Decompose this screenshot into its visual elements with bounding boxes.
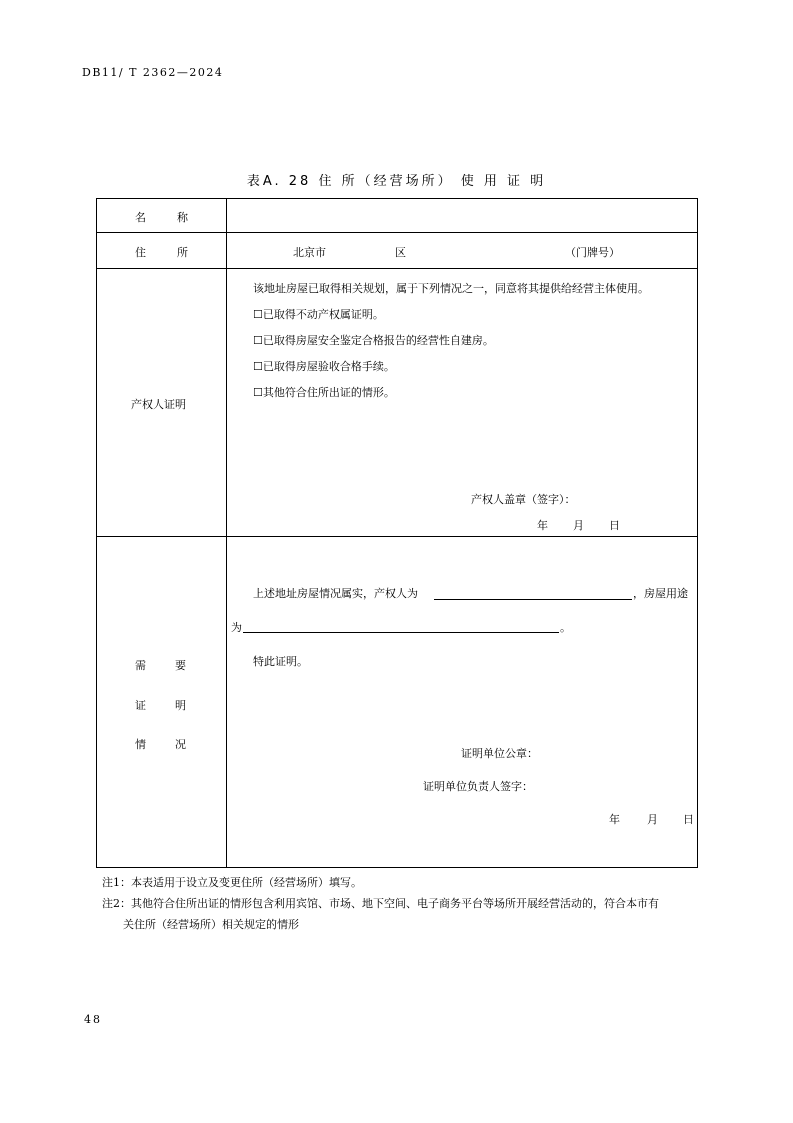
- cert-unit-seal-label: 证明单位公章：: [461, 747, 538, 760]
- owner-name-blank[interactable]: [434, 599, 632, 600]
- address-label-b: 所: [177, 246, 188, 259]
- name-field[interactable]: [227, 199, 697, 232]
- name-label-a: 名: [135, 211, 146, 224]
- owner-option-4[interactable]: ☐其他符合住所出证的情形。: [253, 386, 395, 399]
- note-1: 注1：本表适用于设立及变更住所（经营场所）填写。: [102, 876, 362, 889]
- address-door-number: （门牌号）: [565, 246, 620, 259]
- name-row: [97, 199, 697, 233]
- cert-line1-suffix: ，房屋用途: [633, 587, 688, 600]
- certification-row: [97, 537, 697, 867]
- cert-unit-signer-label: 证明单位负责人签字：: [423, 780, 533, 793]
- owner-intro-text: 该地址房屋已取得相关规划，属于下列情况之一，同意将其提供给经营主体使用。: [253, 282, 649, 295]
- owner-proof-label-cell: [97, 269, 227, 536]
- note-2-continued: 关住所（经营场所）相关规定的情形: [123, 918, 299, 931]
- cert-date-year: 年: [609, 813, 620, 826]
- cert-label-2b: 明: [175, 699, 186, 712]
- cert-label-3b: 况: [175, 738, 186, 751]
- house-usage-blank[interactable]: [243, 632, 559, 633]
- certification-content: [227, 537, 697, 867]
- cert-line1-prefix: 上述地址房屋情况属实，产权人为: [253, 587, 418, 600]
- address-row: [97, 233, 697, 269]
- table-title: 表A. 28 住 所（经营场所） 使 用 证 明: [246, 174, 547, 189]
- cert-label-1b: 要: [175, 659, 186, 672]
- address-label-a: 住: [135, 246, 146, 259]
- page-number: 48: [84, 1013, 102, 1026]
- note-2: 注2：其他符合住所出证的情形包含利用宾馆、市场、地下空间、电子商务平台等场所开展经营活动的，符合本市有: [102, 897, 659, 910]
- cert-special-text: 特此证明。: [253, 655, 308, 668]
- owner-option-1[interactable]: ☐已取得不动产权属证明。: [253, 308, 384, 321]
- owner-proof-content: [227, 269, 697, 536]
- cert-line2-prefix: 为: [231, 621, 242, 634]
- address-district: 区: [395, 246, 406, 259]
- cert-label-2a: 证: [135, 699, 146, 712]
- owner-date-day: 日: [609, 519, 620, 532]
- standard-code: DB11/ T 2362—2024: [82, 66, 224, 79]
- cert-label-3a: 情: [135, 738, 146, 751]
- cert-label-1a: 需: [135, 659, 146, 672]
- owner-option-3[interactable]: ☐已取得房屋验收合格手续。: [253, 360, 395, 373]
- name-label-b: 称: [177, 211, 188, 224]
- address-label-cell: [97, 233, 227, 268]
- address-field[interactable]: [227, 233, 697, 268]
- owner-date-year: 年: [537, 519, 548, 532]
- address-city: 北京市: [293, 246, 326, 259]
- owner-seal-label: 产权人盖章（签字）：: [471, 493, 576, 506]
- cert-date-day: 日: [683, 813, 694, 826]
- certificate-form: [96, 198, 698, 868]
- owner-option-2[interactable]: ☐已取得房屋安全鉴定合格报告的经营性自建房。: [253, 334, 494, 347]
- owner-proof-row: [97, 269, 697, 537]
- owner-proof-label: 产权人证明: [131, 398, 186, 411]
- certification-label-cell: [97, 537, 227, 867]
- cert-line2-suffix: 。: [560, 621, 571, 634]
- owner-date-month: 月: [573, 519, 584, 532]
- name-label-cell: [97, 199, 227, 232]
- cert-date-month: 月: [647, 813, 658, 826]
